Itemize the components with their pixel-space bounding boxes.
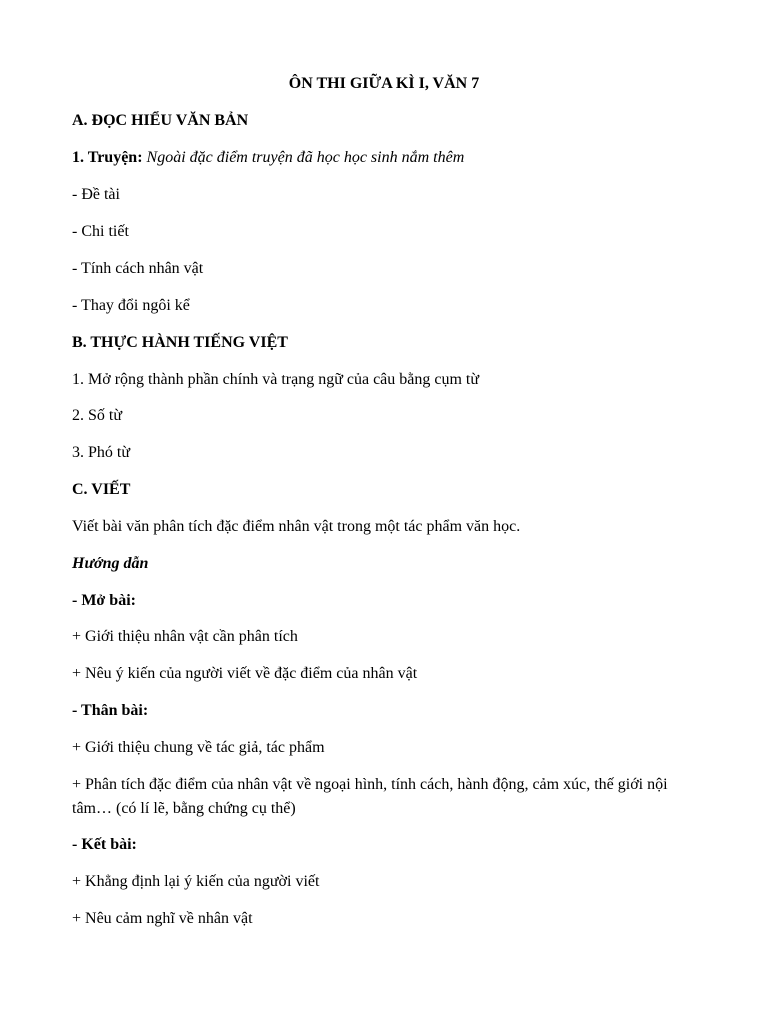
section-b-heading: B. THỰC HÀNH TIẾNG VIỆT [72, 334, 288, 351]
mo-bai-label: - Mở bài: [72, 592, 136, 609]
list-item: + Khẳng định lại ý kiến của người viết [72, 873, 320, 890]
list-item: - Tính cách nhân vật [72, 260, 204, 277]
than-bai-label: - Thân bài: [72, 702, 149, 719]
list-item: - Đề tài [72, 186, 120, 203]
list-item: + Giới thiệu nhân vật cần phân tích [72, 628, 298, 645]
list-item: + Giới thiệu chung về tác giả, tác phẩm [72, 739, 325, 756]
list-item: 1. Mở rộng thành phần chính và trạng ngữ của câu bằng cụm từ [72, 371, 480, 388]
item1-note: Ngoài đặc điểm truyện đã học học sinh nắm thêm [146, 149, 465, 166]
list-item: - Thay đổi ngôi kể [72, 297, 190, 314]
writing-prompt: Viết bài văn phân tích đặc điểm nhân vật trong một tác phẩm văn học. [72, 518, 521, 535]
section-a-item1 [72, 146, 708, 170]
document-title: ÔN THI GIỮA KÌ I, VĂN 7 [288, 75, 480, 92]
guide-heading: Hướng dẫn [72, 555, 149, 572]
ket-bai-label: - Kết bài: [72, 836, 137, 853]
list-item: + Nêu ý kiến của người viết về đặc điểm của nhân vật [72, 665, 418, 682]
list-item: + Nêu cảm nghĩ về nhân vật [72, 910, 253, 927]
section-a-heading: A. ĐỌC HIỂU VĂN BẢN [72, 112, 249, 129]
list-item: 2. Số từ [72, 407, 123, 424]
list-item: + Phân tích đặc điểm của nhân vật về ngoại hình, tính cách, hành động, cảm xúc, thế giới nội tâm… (có lí lẽ, bằng chứng cụ thể) [72, 776, 668, 817]
list-item: - Chi tiết [72, 223, 129, 240]
section-c-heading: C. VIẾT [72, 481, 131, 498]
list-item: 3. Phó từ [72, 444, 131, 461]
item1-label: 1. Truyện: [72, 149, 143, 166]
